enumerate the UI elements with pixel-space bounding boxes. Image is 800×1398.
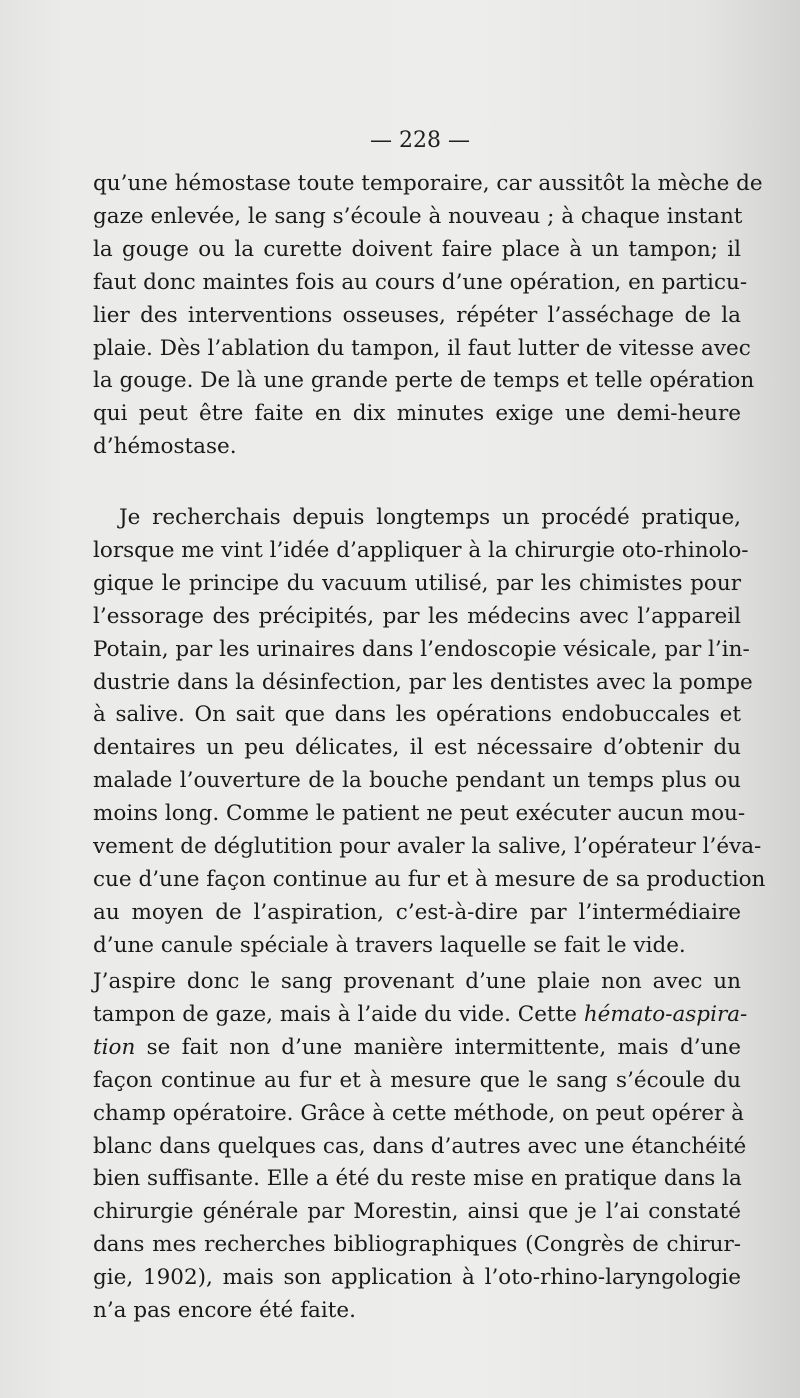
- text-line: gaze enlevée, le sang s’écoule à nouveau ; à chaque instant: [93, 203, 743, 229]
- text-line: J’aspire donc le sang provenant d’une plaie non avec un: [93, 969, 741, 994]
- text-line: qui peut être faite en dix minutes exige une demi-heure: [93, 401, 741, 427]
- page-number: — 228 —: [370, 128, 470, 153]
- text-line: gie, 1902), mais son application à l’oto-rhino-laryngologie: [93, 1265, 741, 1291]
- text-line: vement de déglutition pour avaler la salive, l’opérateur l’éva-: [93, 834, 762, 860]
- text-line: chirurgie générale par Morestin, ainsi que je l’ai constaté: [93, 1199, 741, 1225]
- text-line: champ opératoire. Grâce à cette méthode, on peut opérer à: [93, 1100, 744, 1126]
- text-line: gique le principe du vacuum utilisé, par les chimistes pour: [93, 570, 741, 596]
- text-line: à salive. On sait que dans les opérations endobuccales et: [93, 702, 741, 728]
- text-line: moins long. Comme le patient ne peut exécuter aucun mou-: [93, 801, 746, 827]
- text-line: au moyen de l’aspiration, c’est-à-dire par l’intermédiaire: [93, 899, 741, 925]
- text-line: la gouge ou la curette doivent faire place à un tampon; il: [93, 236, 741, 262]
- text-line: malade l’ouverture de la bouche pendant un temps plus ou: [93, 768, 741, 794]
- text-line: d’une canule spéciale à travers laquelle se fait le vide.: [93, 932, 686, 958]
- text-line: d’hémostase.: [93, 434, 237, 460]
- text-line: faut donc maintes fois au cours d’une opération, en particu-: [93, 269, 748, 295]
- text-line: blanc dans quelques cas, dans d’autres avec une étanchéité: [93, 1133, 747, 1159]
- text-line: n’a pas encore été faite.: [93, 1298, 356, 1324]
- paragraph-3: [93, 966, 748, 1328]
- paragraph-2: [93, 502, 766, 963]
- text-line: tion se fait non d’une manière intermittente, mais d’une: [93, 1034, 741, 1060]
- text-line: tampon de gaze, mais à l’aide du vide. Cette hémato-aspira-: [93, 1001, 748, 1027]
- text-line: cue d’une façon continue au fur et à mesure de sa production: [93, 866, 766, 892]
- italic-term: tion: [93, 1034, 136, 1060]
- text-line: plaie. Dès l’ablation du tampon, il faut lutter de vitesse avec: [93, 335, 751, 361]
- text-line: dentaires un peu délicates, il est nécessaire d’obtenir du: [93, 735, 741, 761]
- text-line: Potain, par les urinaires dans l’endoscopie vésicale, par l’in-: [93, 636, 750, 662]
- text-line: lier des interventions osseuses, répéter l’asséchage de la: [93, 302, 741, 328]
- text-line: bien suffisante. Elle a été du reste mise en pratique dans la: [93, 1166, 742, 1192]
- text-line: lorsque me vint l’idée d’appliquer à la chirurgie oto-rhinolo-: [93, 537, 749, 563]
- text-line: façon continue au fur et à mesure que le sang s’écoule du: [93, 1067, 741, 1093]
- italic-term: hémato-aspira-: [583, 1001, 748, 1027]
- text-line: la gouge. De là une grande perte de temps et telle opération: [93, 368, 755, 394]
- text-line: dans mes recherches bibliographiques (Congrès de chirur-: [93, 1232, 741, 1258]
- paragraph-1: [93, 168, 763, 464]
- text-line: dustrie dans la désinfection, par les dentistes avec la pompe: [93, 669, 753, 695]
- text-line: l’essorage des précipités, par les médecins avec l’appareil: [93, 603, 741, 629]
- text-line: qu’une hémostase toute temporaire, car aussitôt la mèche de: [93, 171, 763, 196]
- text-line: Je recherchais depuis longtemps un procédé pratique,: [119, 505, 741, 530]
